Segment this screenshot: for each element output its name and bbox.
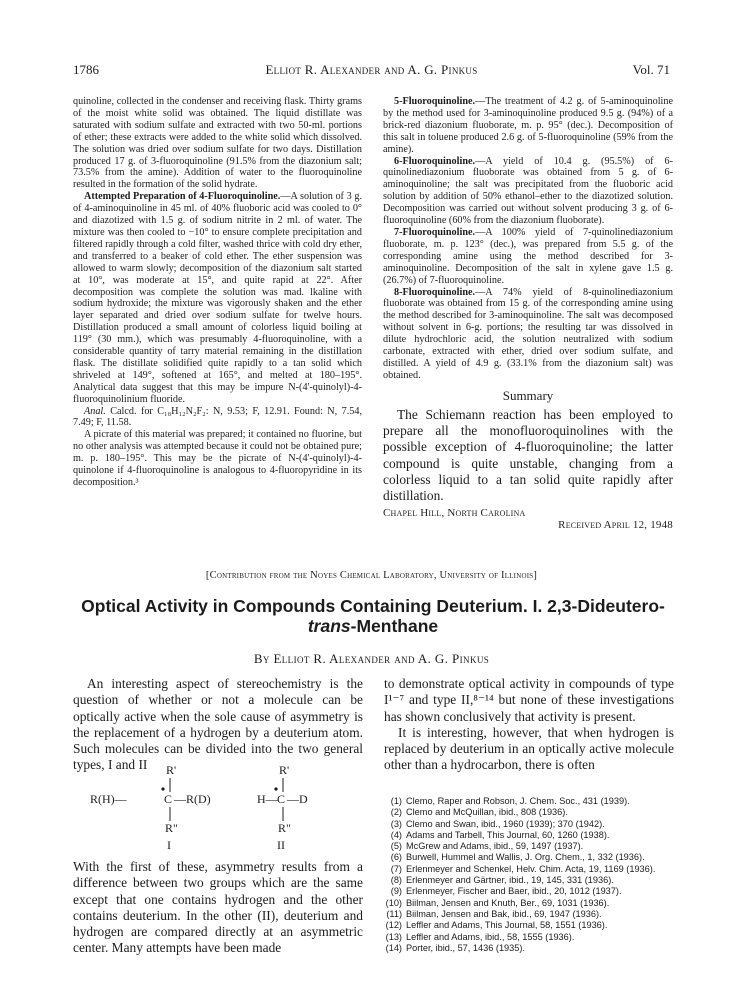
- paragraph-body: —The treatment of 4.2 g. of 5-aminoquinoline by the method used for 3-aminoquinoline produced 9.5 g. (94%) of a brick-red diazonium fluoborate, m. p. 95° (dec.). Decomposition of this salt in toluene produced 2.6 g. of 5-fluoroquinoline (59% from the amine).: [383, 96, 673, 155]
- paragraph: to demonstrate optical activity in compounds of type I¹⁻⁷ and type II,⁸⁻¹⁴ but none of these investigations has shown conclusively that activity is present.: [384, 676, 674, 724]
- paragraph-body: —A 74% yield of 8-quinolinediazonium fluoborate was obtained from 15 g. of the corresponding amine using the method described for 3-aminoquinoline. The salt was decomposed without solvent in 6-g. portions; the resulting tar was dissolved in dilute hydrochloric acid, the solution neutralized with sodium carbonate, extracted with ether, dried over sodium sulfate, and distilled. A yield of 4.9 g. (33.1% from the diazonium salt) was obtained.: [383, 286, 673, 381]
- volume-label: Vol. 71: [632, 62, 670, 77]
- paragraph: [383, 96, 673, 156]
- reference-text: Porter, ibid., 57, 1436 (1935).: [406, 942, 526, 953]
- reference-number: (14): [385, 942, 402, 953]
- asymmetric-marker: [161, 787, 164, 790]
- reference-item: [384, 932, 684, 943]
- reference-text: Biilman, Jensen and Knuth, Ber., 69, 1031 (1936).: [406, 897, 610, 908]
- reference-number: (1): [390, 796, 402, 806]
- reference-item: [384, 796, 684, 807]
- structure-II-right: —D: [287, 792, 308, 806]
- reference-item: [384, 819, 684, 830]
- running-title: Elliot R. Alexander and A. G. Pinkus: [265, 62, 478, 77]
- reference-number: (5): [390, 841, 402, 852]
- left-column: [73, 96, 362, 489]
- reference-text: Erlenmeyer and Gärtner, ibid., 19, 145, 331 (1936).: [406, 875, 614, 886]
- reference-text: Clemo and Swan, ibid., 1960 (1939); 370 (1942).: [406, 818, 605, 829]
- reference-item: [384, 920, 684, 931]
- reference-text: McGrew and Adams, ibid., 59, 1497 (1937).: [406, 841, 584, 852]
- summary-text: The Schiemann reaction has been employed to prepare all the monofluoroquinolines with the possible exception of 4-fluoroquinoline; the latter compound is quite unstable, changing from a colorless liquid to a tan solid quite rapidly after distillation.: [383, 406, 673, 504]
- structure-I-bottom: R": [165, 821, 178, 835]
- title-end: -Menthane: [350, 616, 439, 636]
- intro-left-bottom: [73, 859, 363, 957]
- reference-item: [384, 807, 684, 818]
- reference-text: Leffler and Adams, This Journal, 58, 1551 (1936).: [406, 920, 608, 931]
- asymmetric-marker: [274, 787, 277, 790]
- structure-II-bottom: R": [278, 821, 291, 835]
- reference-item: [384, 830, 684, 841]
- reference-number: (11): [386, 908, 402, 919]
- intro-right: [384, 676, 674, 774]
- structure-I: [90, 764, 211, 852]
- paragraph: [73, 191, 362, 405]
- structure-II-center: C: [277, 792, 286, 806]
- paragraph: [383, 227, 673, 287]
- analysis-label: Anal.: [84, 405, 106, 417]
- paragraph-body: —A solution of 3 g. of 4-aminoquinoline in 45 ml. of 40% fluoboric acid was cooled to 0° and diazotized with 1.5 g. of sodium nitrite in 2 ml. of water. The mixture was then cooled to −10° to ensure complete precipitation and filtered rapidly through a cold filter, washed thrice with cold dry ether, and transferred to a beaker of cold ether. The ether suspension was allowed to warm slowly; decomposition of the diazonium salt started at 10°, was moderate at 15°, and quite rapid at 22°. After decomposition was complete the solution was mad. lkaline with sodium hydroxide; the mixture was vigorously shaken and the ether layer separated and dried over sodium sulfate for twelve hours. Distillation produced a small amount of colorless liquid boiling at 119° (30 mm.), which was presumably 4-fluoroquinoline, with a considerable quantity of tarry material remaining in the distillation flask. The distillate solidified quite rapidly to a tan solid which shriveled at 149°, softened at 165°, and melted at 180–195°. Analytical data suggest that this may be impure N-(4'-quinolyl)-4-fluoroquinolinium fluoride.: [73, 191, 362, 405]
- reference-number: (9): [390, 886, 402, 897]
- right-column: [383, 96, 673, 532]
- title-italic: trans: [307, 616, 351, 636]
- reference-item: [384, 898, 684, 909]
- location: Chapel Hill, North Carolina: [383, 507, 526, 520]
- reference-text: Erlenmeyer, Fischer and Baer, ibid., 20, 1012 (1937).: [406, 886, 622, 897]
- reference-number: (7): [390, 863, 402, 874]
- reference-number: (3): [390, 818, 402, 829]
- bracket-open: [: [205, 570, 210, 581]
- reference-text: Adams and Tarbell, This Journal, 60, 1260 (1938).: [406, 829, 610, 840]
- reference-text: Burwell, Hummel and Wallis, J. Org. Chem., 1, 332 (1936).: [406, 852, 645, 863]
- bracket-close: ]: [533, 570, 538, 581]
- reference-number: (10): [385, 897, 402, 908]
- structure-I-label: I: [167, 838, 171, 852]
- paragraph: [383, 156, 673, 227]
- contribution-line: [73, 570, 670, 581]
- paragraph: [73, 406, 362, 430]
- reference-item: [384, 886, 684, 897]
- structure-I-right: —R(D): [174, 792, 211, 806]
- article-title: [73, 596, 673, 636]
- section-heading: Attempted Preparation of 4-Fluoroquinoline.: [84, 191, 281, 203]
- reference-number: (6): [390, 852, 402, 863]
- paragraph: quinoline, collected in the condenser and receiving flask. Thirty grams of the moist white solid was obtained. The liquid distillate was saturated with sodium sulfate and extracted with two 50-ml. portions of ether; these extracts were added to the white solid which dissolved. The solution was dried over sodium sulfate for two days. Distillation produced 17 g. of 3-fluoroquinoline (91.5% from the diazonium salt; 73.5% from the amine). Addition of water to the fluoroquinoline resulted in the formation of the solid hydrate.: [73, 96, 362, 191]
- paragraph: An interesting aspect of stereochemistry is the question of whether or not a molecule can be optically active when the sole cause of asymmetry is the replacement of a hydrogen by a deuterium atom. Such molecules can be divided into the two general types, I and II: [73, 676, 363, 773]
- reference-number: (2): [390, 807, 402, 818]
- reference-number: (4): [390, 829, 402, 840]
- received-date: Received April 12, 1948: [558, 519, 673, 532]
- reference-number: (13): [385, 931, 402, 942]
- structural-formulas: [90, 764, 350, 854]
- paragraph-body: Calcd. for C₁₈H₁₂N₂F₂: N, 9.53; F, 12.91. Found: N, 7.54, 7.49; F, 11.58.: [73, 405, 362, 429]
- structure-I-top: R': [166, 764, 177, 777]
- reference-item: [384, 841, 684, 852]
- section-heading: 8-Fluoroquinoline.: [394, 286, 476, 298]
- structure-I-center: C: [164, 792, 173, 806]
- structure-I-left: R(H)—: [90, 792, 127, 806]
- structure-II-top: R': [279, 764, 290, 777]
- references-list: [384, 796, 684, 954]
- structure-II-left: H—: [257, 792, 278, 806]
- paragraph: A picrate of this material was prepared; it contained no fluorine, but no other analysis was attempted because it could not be obtained pure; m. p. 180–195°. This may be the picrate of N-(4'-quinolyl)-4-quinolone if 4-fluoroquinoline is analogous to 4-fluoropyridine in its decomposition.³: [73, 429, 362, 488]
- reference-item: [384, 852, 684, 863]
- running-header: [73, 62, 670, 80]
- paragraph-body: —A 100% yield of 7-quinolinediazonium fluoborate, m. p. 123° (dec.), was prepared from 5.5 g. of the corresponding amine using the method described for 3-aminoquinoline. Decomposition of the salt in xylene gave 1.5 g. (26.7%) of 7-fluoroquinoline.: [383, 226, 673, 286]
- reference-item: [384, 943, 684, 954]
- paragraph: It is interesting, however, that when hydrogen is replaced by deuterium in an optically active molecule other than a hydrocarbon, there is often: [384, 724, 674, 773]
- reference-text: Biilman, Jensen and Bak, ibid., 69, 1947 (1936).: [406, 908, 602, 919]
- reference-item: [384, 875, 684, 886]
- reference-item: [384, 909, 684, 920]
- reference-text: Clemo and McQuillan, ibid., 808 (1936).: [406, 807, 568, 818]
- paragraph: [383, 287, 673, 382]
- paragraph-body: —A yield of 10.4 g. (95.5%) of 6-quinolinediazonium fluoborate was obtained from 5 g. of 6-aminoquinoline; the salt was precipitated from the fluoboric acid solution by addition of 50% ethanol–ether to the diazotized solution. Decomposition was carried out without solvent producing 3 g. of 6-fluoroquinoline (60% from the diazonium fluoborate).: [383, 155, 673, 227]
- paragraph: With the first of these, asymmetry results from a difference between two groups which are the same except that one contains hydrogen and the other contains deuterium. In the other (II), deuterium and hydrogen are compared directly at an asymmetric center. Many attempts have been made: [73, 859, 363, 956]
- reference-item: [384, 864, 684, 875]
- intro-left-top: [73, 676, 363, 774]
- article-authors: By Elliot R. Alexander and A. G. Pinkus: [253, 651, 490, 666]
- section-heading: 6-Fluoroquinoline.: [394, 155, 476, 167]
- reference-number: (12): [385, 920, 402, 931]
- reference-text: Clemo, Raper and Robson, J. Chem. Soc., 431 (1939).: [406, 796, 630, 806]
- reference-text: Erlenmeyer and Schenkel, Helv. Chim. Acta, 19, 1169 (1936).: [406, 863, 656, 874]
- reference-number: (8): [390, 875, 402, 886]
- title-main: Optical Activity in Compounds Containing Deuterium. I. 2,3-Dideutero-: [81, 596, 665, 616]
- summary-heading: Summary: [502, 387, 554, 403]
- structure-II: [257, 764, 308, 852]
- section-heading: 5-Fluoroquinoline.: [394, 96, 476, 107]
- page-number: 1786: [73, 62, 99, 77]
- contribution-text: Contribution from the Noyes Chemical Laboratory, University of Illinois: [209, 570, 534, 581]
- structure-II-label: II: [277, 838, 285, 852]
- reference-text: Leffler and Adams, ibid., 58, 1555 (1936).: [406, 931, 575, 942]
- section-heading: 7-Fluoroquinoline.: [394, 226, 476, 238]
